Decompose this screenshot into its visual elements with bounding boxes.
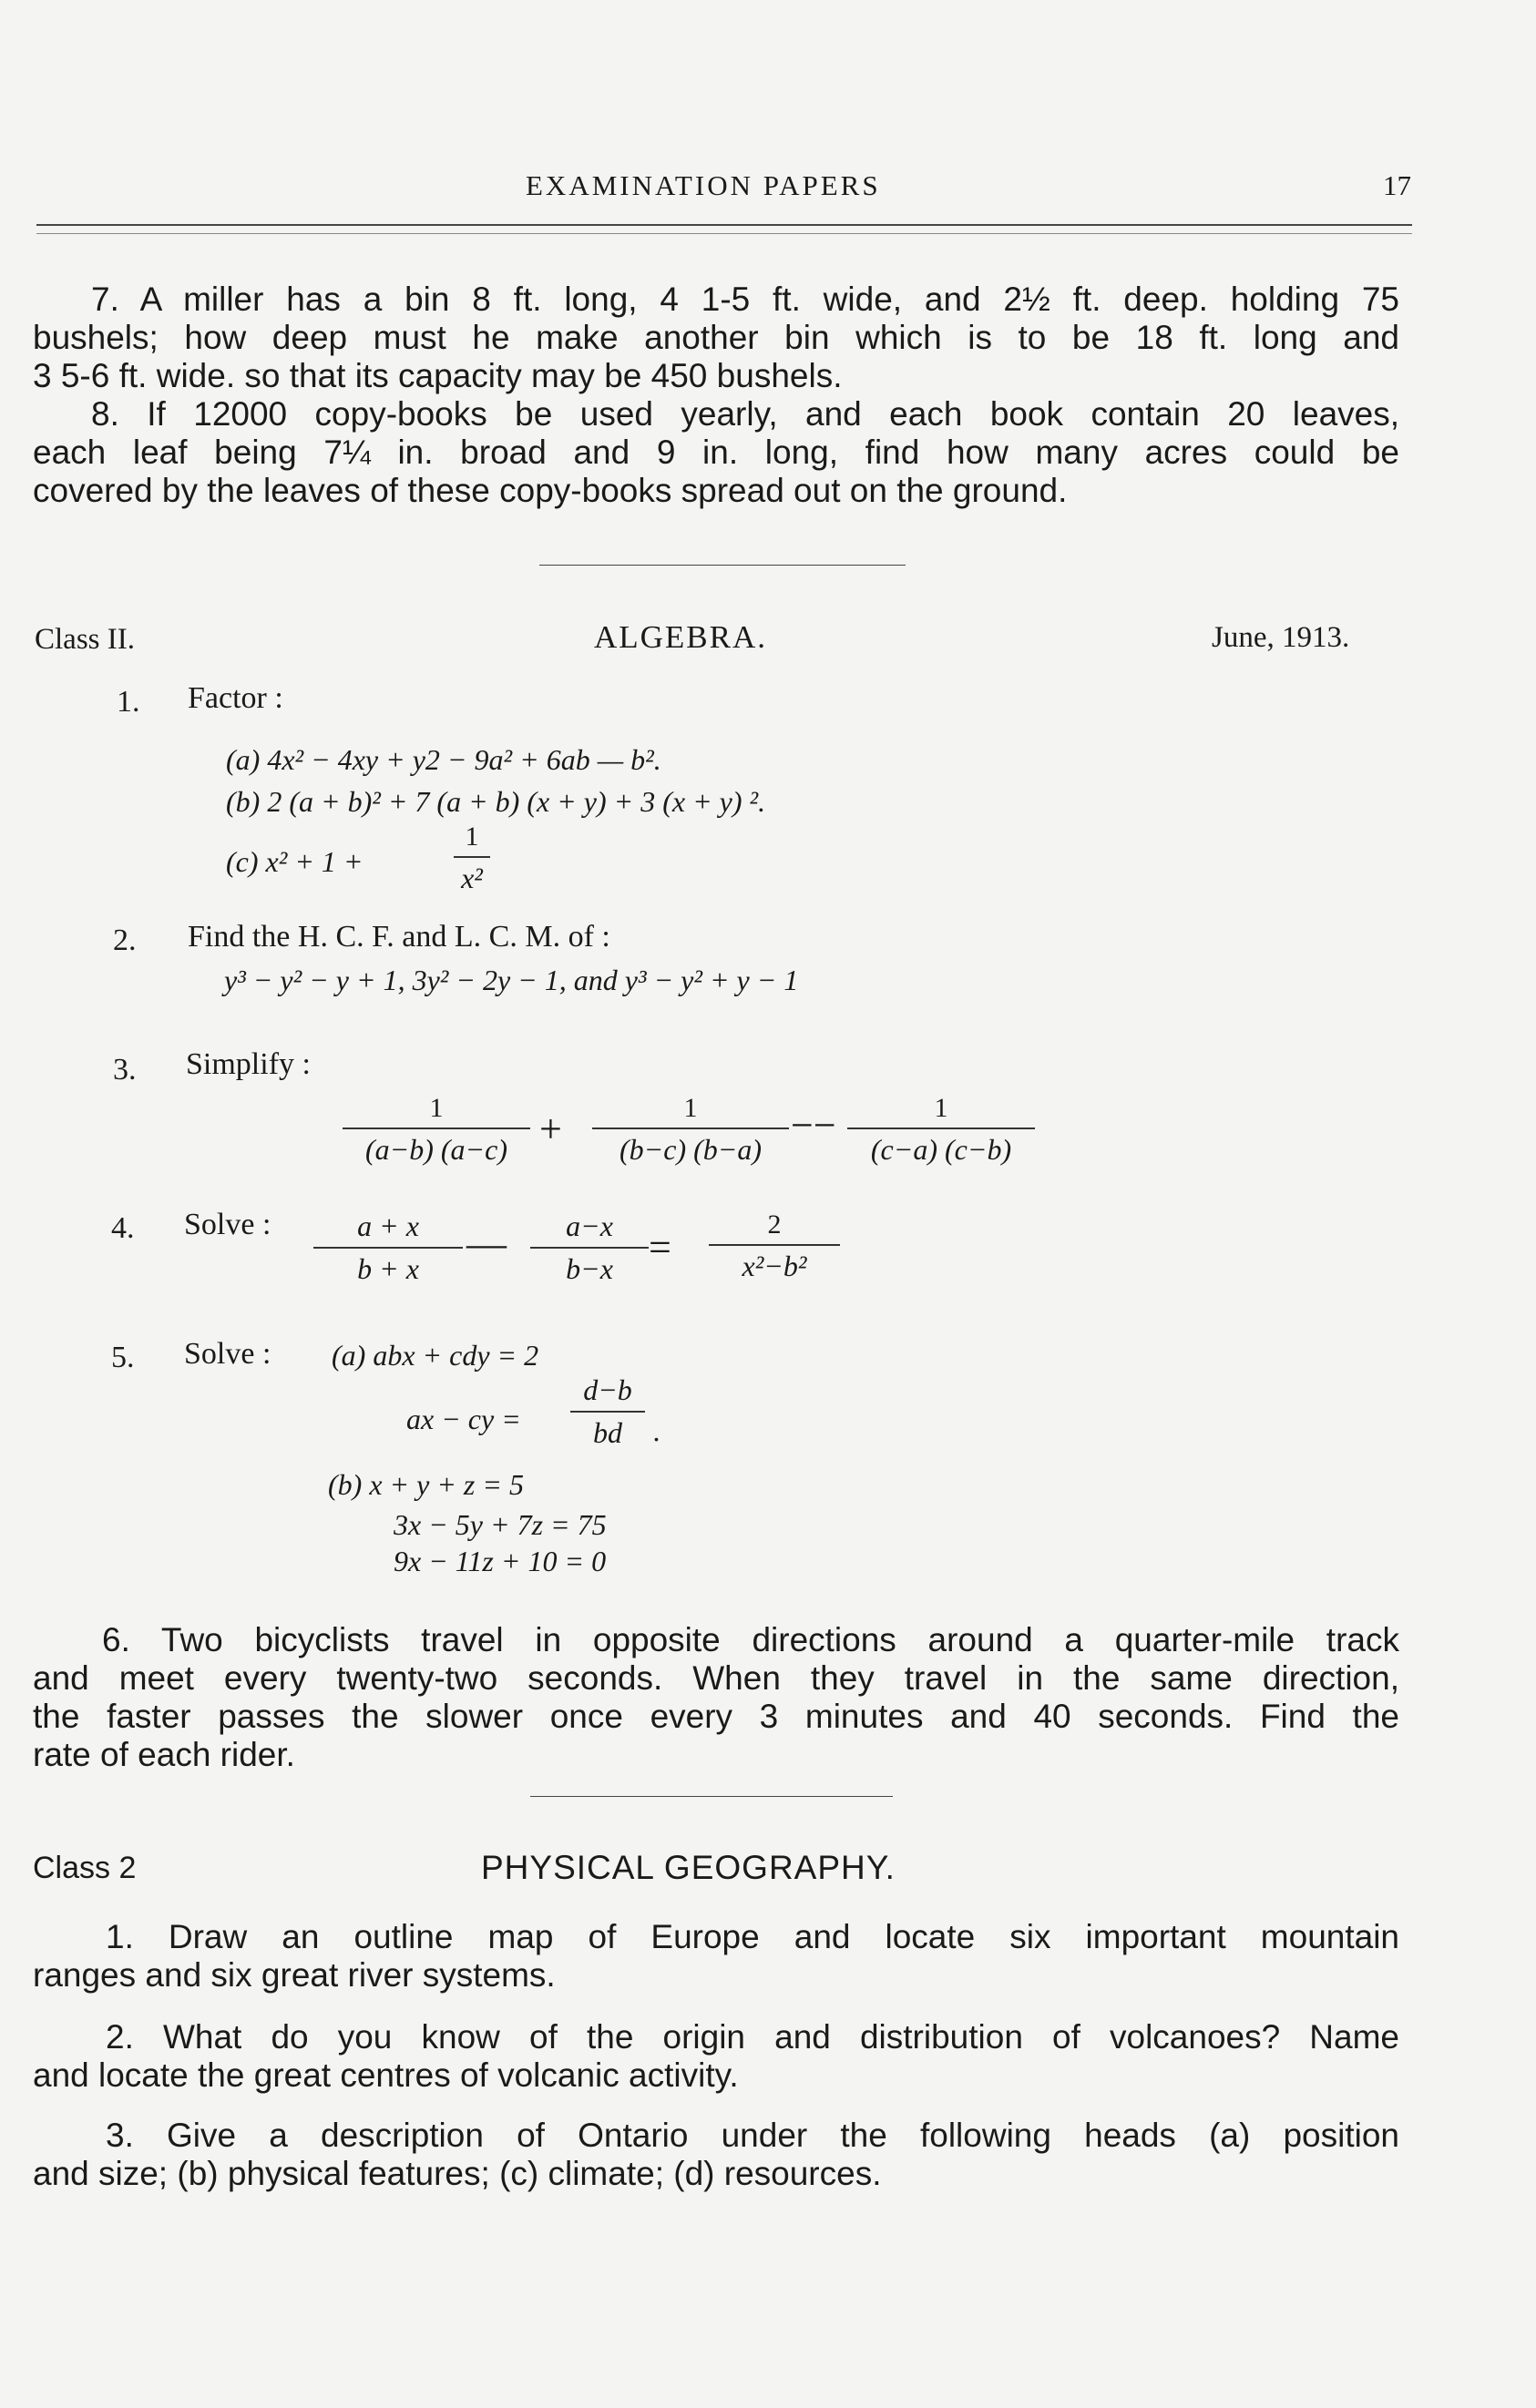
- q4-operator-equals: =: [649, 1225, 671, 1270]
- q4-operator-minus: —: [466, 1221, 507, 1266]
- q4-fraction-3: 2 x²−b²: [709, 1209, 840, 1283]
- q4-label: Solve :: [184, 1208, 271, 1241]
- question-7: 7. A miller has a bin 8 ft. long, 4 1-5 ft. wide, and 2½ ft. deep. holding 75 bushels; how deep must he make another bin which is to be 18 ft. long and 3 5-6 ft. wide. so that its capacity may be 450 bushels.: [33, 281, 1399, 394]
- q5-number: 5.: [111, 1341, 135, 1374]
- q1-number: 1.: [117, 685, 140, 719]
- q5b-equation-2: 3x − 5y + 7z = 75: [394, 1508, 607, 1541]
- q1-part-c: (c) x² + 1 +: [226, 845, 364, 878]
- q3-fraction-2: 1 (b−c) (b−a): [592, 1093, 789, 1167]
- exam-date: June, 1913.: [1212, 621, 1350, 654]
- q3-fraction-1: 1 (a−b) (a−c): [343, 1093, 530, 1167]
- q5a-fraction: d−b bd: [570, 1373, 645, 1450]
- question-6: 6. Two bicyclists travel in opposite directions around a quarter-mile track and meet every twenty-two seconds. When they travel in the same direction, the faster passes the slower once every 3 minutes and 40 seconds. Find the rate of each rider.: [33, 1621, 1399, 1773]
- q2-expression: y³ − y² − y + 1, 3y² − 2y − 1, and y³ − y² + y − 1: [224, 964, 799, 996]
- q5a-equation-2-left: ax − cy =: [406, 1403, 521, 1435]
- q1-c-fraction: 1 x²: [454, 821, 490, 895]
- q1-label: Factor :: [188, 681, 283, 715]
- geo-section-title: PHYSICAL GEOGRAPHY.: [481, 1849, 896, 1886]
- header-rule-thin: [36, 233, 1412, 234]
- class-label: Class II.: [35, 623, 135, 656]
- page-number: 17: [1383, 169, 1411, 201]
- q3-number: 3.: [113, 1053, 137, 1087]
- question-8: 8. If 12000 copy-books be used yearly, and each book contain 20 leaves, each leaf being 7¼ in. broad and 9 in. long, find how many acres could be covered by the leaves of these copy-books spread out on the ground.: [33, 395, 1399, 509]
- q3-operator-minus: −−: [791, 1103, 836, 1148]
- q3-operator-plus: +: [539, 1107, 562, 1151]
- header-rule: [36, 224, 1412, 226]
- q5b-equation-3: 9x − 11z + 10 = 0: [394, 1545, 607, 1577]
- q1-part-b: (b) 2 (a + b)² + 7 (a + b) (x + y) + 3 (x + y) ².: [226, 785, 766, 818]
- q2-label: Find the H. C. F. and L. C. M. of :: [188, 920, 610, 954]
- q4-fraction-1: a + x b + x: [313, 1209, 463, 1286]
- q4-number: 4.: [111, 1211, 135, 1245]
- q3-fraction-3: 1 (c−a) (c−b): [847, 1093, 1035, 1167]
- running-header: EXAMINATION PAPERS: [526, 169, 881, 201]
- q3-label: Simplify :: [186, 1047, 311, 1081]
- q5b-equation-1: (b) x + y + z = 5: [328, 1468, 524, 1501]
- q5a-dot: ·: [652, 1423, 660, 1455]
- section-title: ALGEBRA.: [594, 619, 768, 655]
- geo-question-2: 2. What do you know of the origin and distribution of volcanoes? Name and locate the great centres of volcanic activity.: [33, 2018, 1399, 2094]
- geo-class-label: Class 2: [33, 1851, 137, 1885]
- q4-fraction-2: a−x b−x: [530, 1209, 649, 1286]
- q1-part-a: (a) 4x² − 4xy + y2 − 9a² + 6ab — b².: [226, 743, 661, 776]
- q5-label: Solve :: [184, 1337, 271, 1371]
- geo-question-1: 1. Draw an outline map of Europe and locate six important mountain ranges and six great river systems.: [33, 1918, 1399, 1994]
- section-divider: [539, 565, 906, 566]
- geo-question-3: 3. Give a description of Ontario under the following heads (a) position and size; (b) physical features; (c) climate; (d) resources.: [33, 2117, 1399, 2192]
- q2-number: 2.: [113, 923, 137, 957]
- q5a-equation-1: (a) abx + cdy = 2: [332, 1339, 539, 1372]
- section-divider-2: [530, 1796, 893, 1797]
